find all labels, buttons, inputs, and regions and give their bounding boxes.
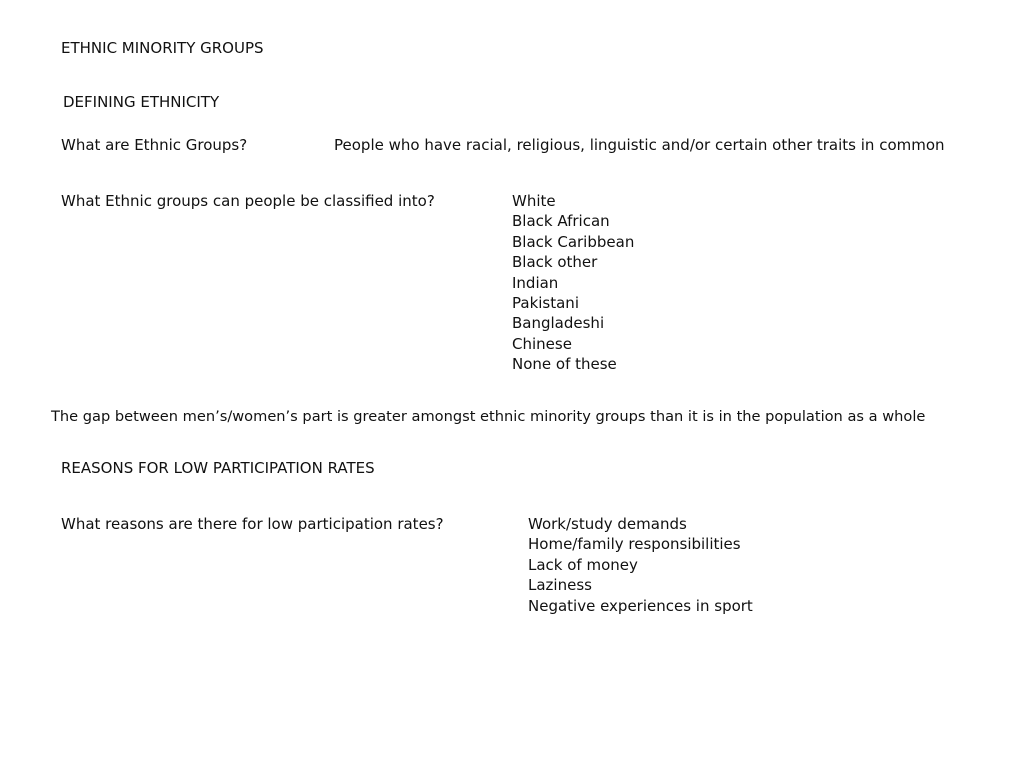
section-heading-low-participation: REASONS FOR LOW PARTICIPATION RATES [61,459,375,477]
page-title: ETHNIC MINORITY GROUPS [61,39,264,57]
list-item: Chinese [512,334,572,353]
question-low-participation: What reasons are there for low participation rates? [61,515,444,533]
list-item: Black other [512,253,598,272]
participation-gap-statement: The gap between men’s/women’s part is greater amongst ethnic minority groups than it is in the population as a whole [51,408,926,425]
list-item: Black African [512,212,610,231]
question-classification: What Ethnic groups can people be classified into? [61,192,435,210]
list-item: Work/study demands [528,515,687,533]
list-item: Lack of money [528,555,638,574]
list-item: None of these [512,355,617,374]
list-item: Bangladeshi [512,314,605,333]
reasons-list [528,514,753,616]
list-item: White [512,192,556,210]
answer-ethnic-groups: People who have racial, religious, linguistic and/or certain other traits in common [334,136,945,154]
list-item: Negative experiences in sport [528,596,753,615]
list-item: Black Caribbean [512,232,635,251]
question-ethnic-groups: What are Ethnic Groups? [61,136,248,154]
list-item: Home/family responsibilities [528,535,741,554]
list-item: Indian [512,273,559,292]
list-item: Laziness [528,576,592,595]
list-item: Pakistani [512,294,579,313]
section-heading-defining-ethnicity: DEFINING ETHNICITY [63,93,220,111]
ethnic-group-list [512,191,634,375]
